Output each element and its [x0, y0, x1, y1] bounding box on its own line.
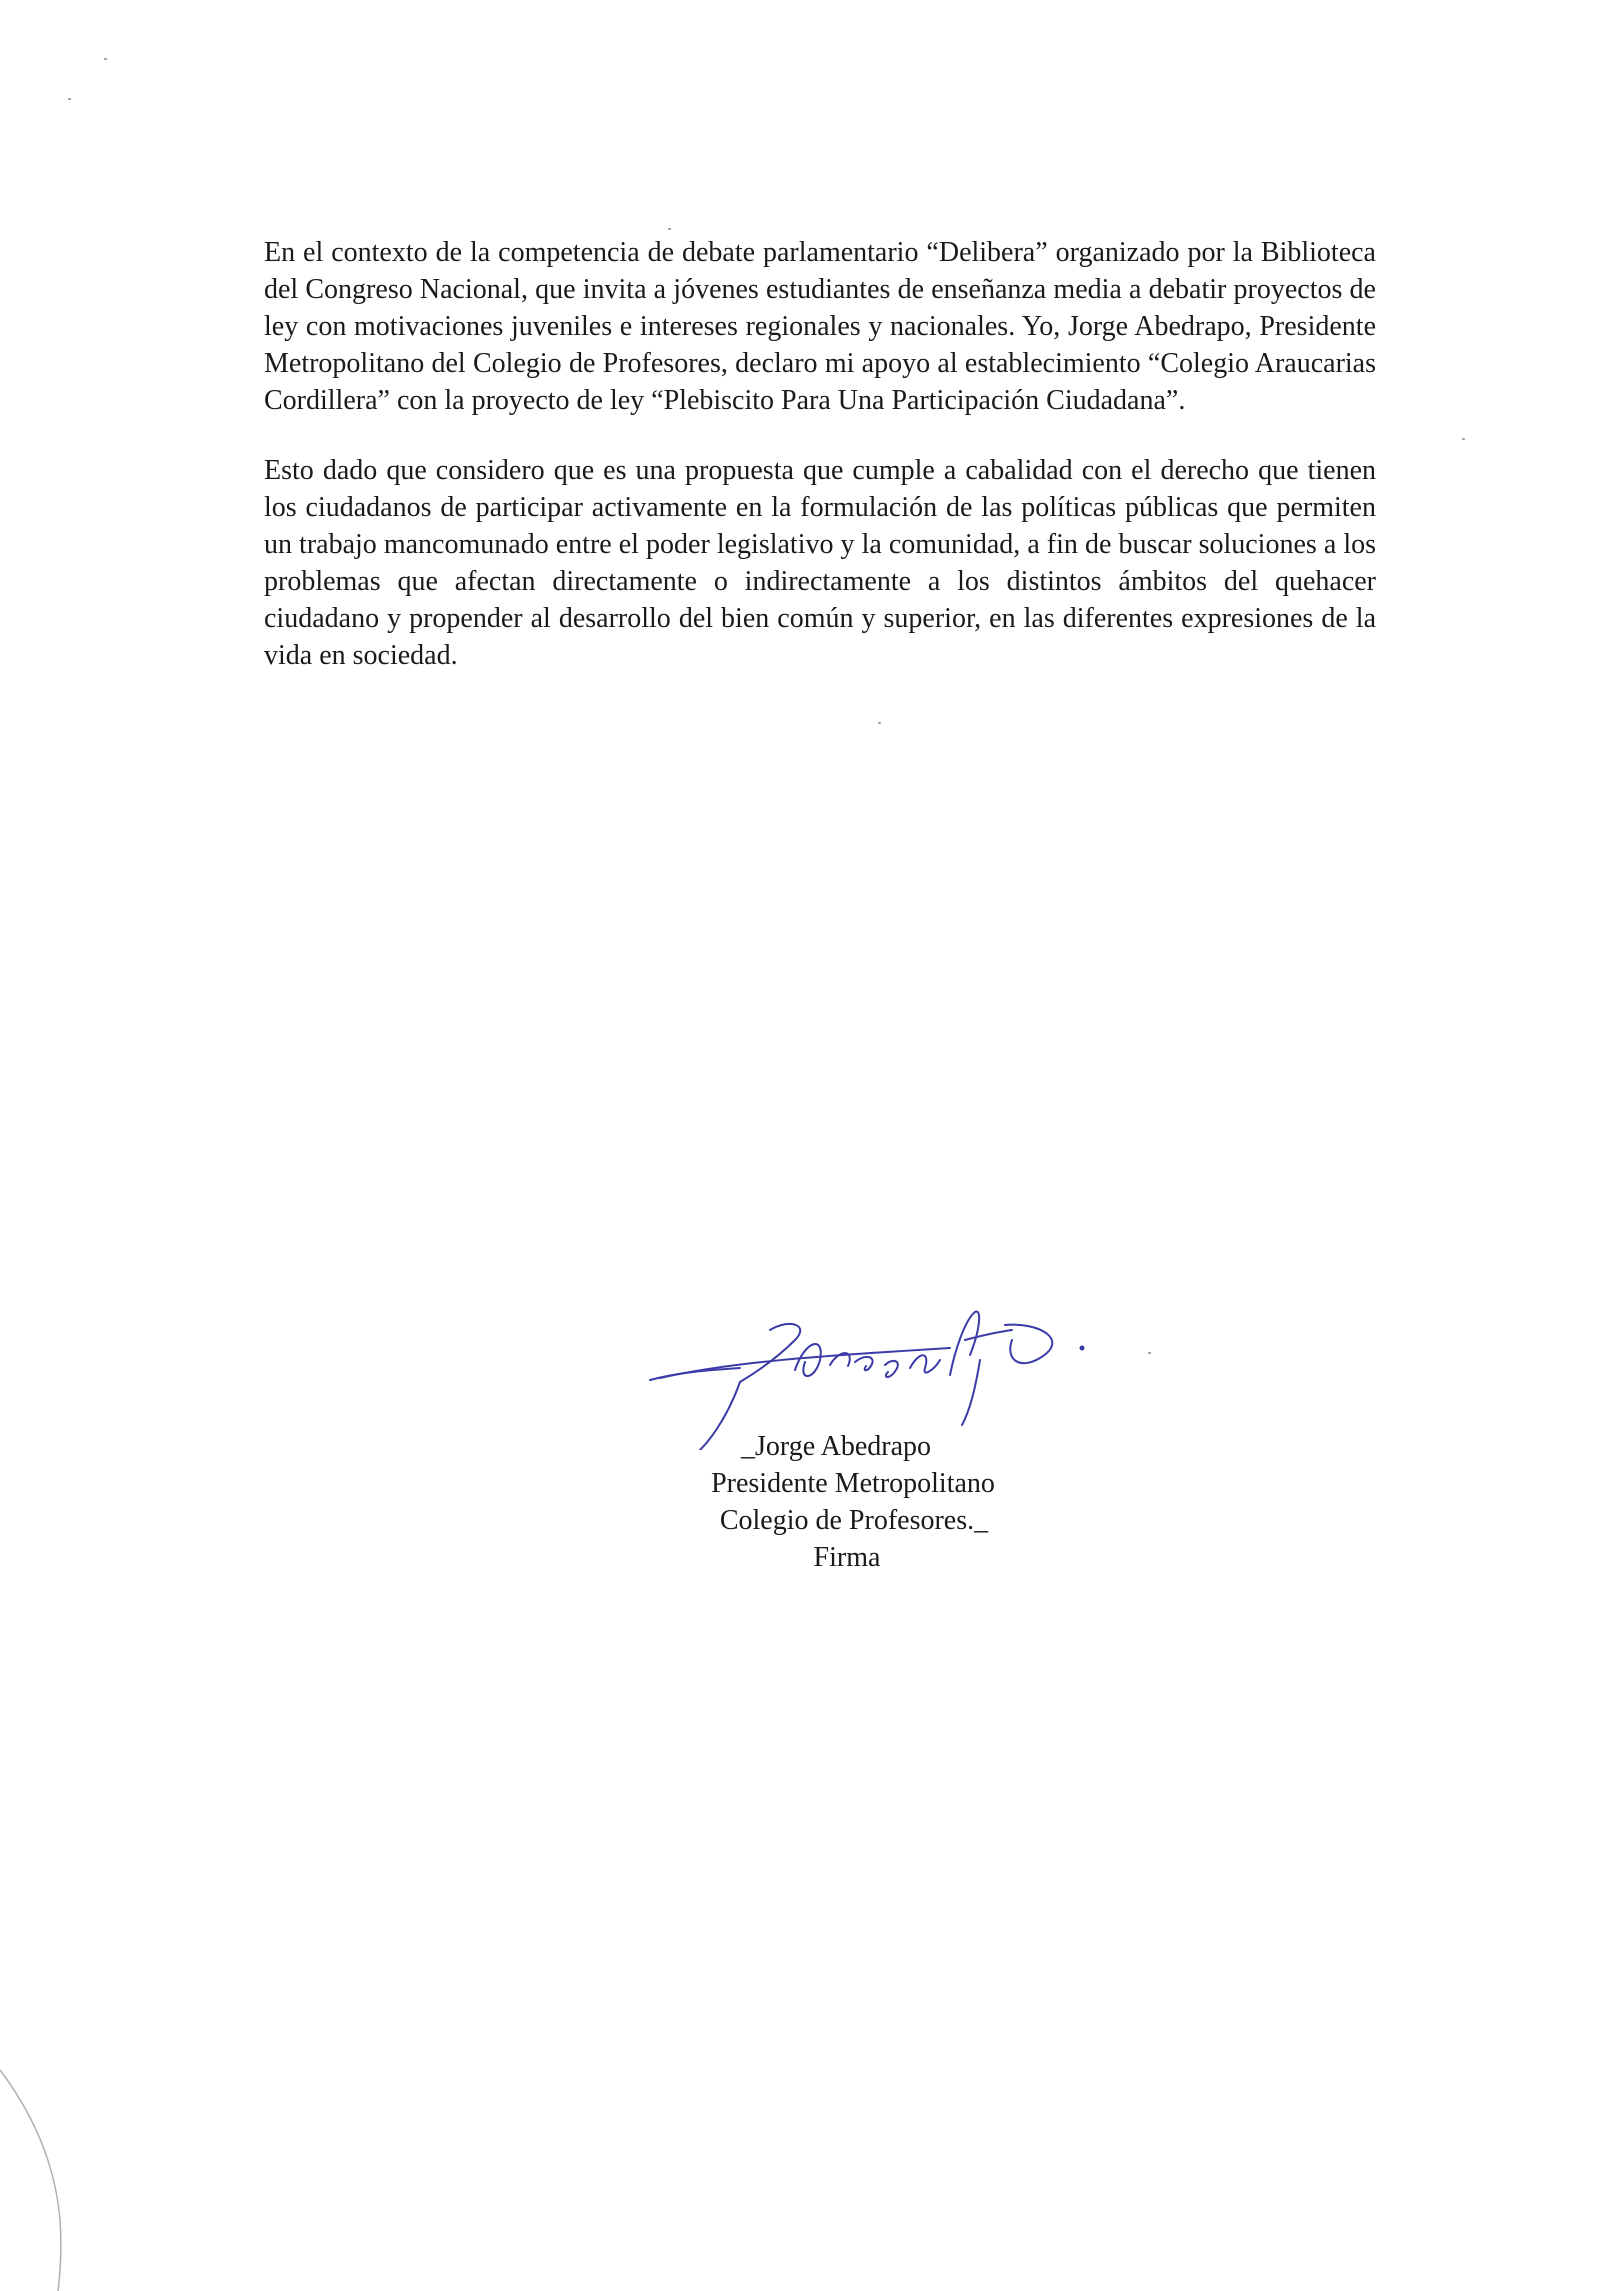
scan-edge-mark: [0, 2060, 90, 2291]
scan-speck: [668, 228, 671, 230]
signer-organization: Colegio de Profesores._: [719, 1505, 989, 1536]
scan-speck: [68, 98, 71, 100]
signer-title: Presidente Metropolitano: [711, 1468, 995, 1499]
scan-speck: [1462, 438, 1465, 440]
signer-name: _Jorge Abedrapo: [741, 1431, 931, 1462]
scan-speck: [878, 722, 881, 724]
scan-speck: [104, 58, 107, 60]
scan-speck: [1148, 1352, 1151, 1354]
paragraph-justification: Esto dado que considero que es una propuesta que cumple a cabalidad con el derecho que tienen los ciudadanos de participar activamente en la formulación de las políticas públicas que permiten un trabajo mancomunado entre el poder legislativo y la comunidad, a fin de buscar soluciones a los problemas que afectan directamente o indirectamente a los distintos ámbitos del quehacer ciudadano y propender al desarrollo del bien común y superior, en las diferentes expresiones de la vida en sociedad.: [264, 455, 1376, 671]
signature-label: Firma: [813, 1542, 881, 1573]
paragraph-context: En el contexto de la competencia de debate parlamentario “Delibera” organizado por la Biblioteca del Congreso Nacional, que invita a jóvenes estudiantes de enseñanza media a debatir proyectos de ley con motivaciones juveniles e intereses regionales y nacionales. Yo, Jorge Abedrapo, Presidente Metropolitano del Colegio de Profesores, declaro mi apoyo al establecimiento “Colegio Araucarias Cordillera” con la proyecto de ley “Plebiscito Para Una Participación Ciudadana”.: [264, 237, 1376, 416]
signature-block: [560, 1428, 1120, 1576]
letter-body: [264, 234, 1376, 674]
